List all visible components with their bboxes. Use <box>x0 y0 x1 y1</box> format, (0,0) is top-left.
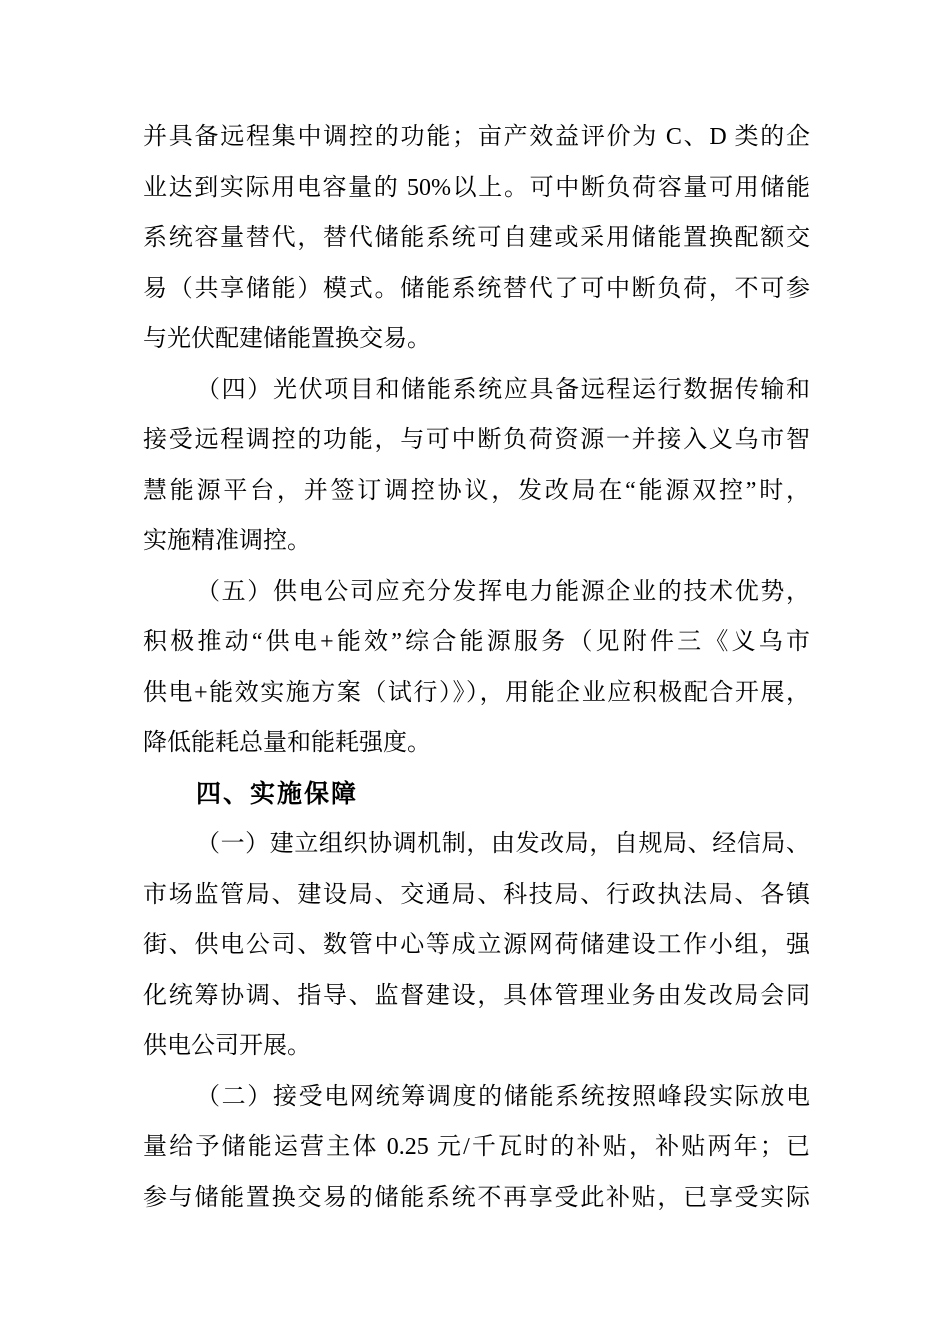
text-line: 化统筹协调、指导、监督建设，具体管理业务由发改局会同 <box>143 982 810 1009</box>
text-line: 量给予储能运营主体 0.25 元/千瓦时的补贴，补贴两年；已 <box>143 1134 810 1160</box>
text-line: （二）接受电网统筹调度的储能系统按照峰段实际放电 <box>196 1083 810 1110</box>
document-page <box>143 112 810 1223</box>
text-line: 系统容量替代，替代储能系统可自建或采用储能置换配额交 <box>143 225 810 251</box>
text-line: 易（共享储能）模式。储能系统替代了可中断负荷，不可参 <box>143 275 810 302</box>
text-line: 供电+能效实施方案（试行）》），用能企业应积极配合开展， <box>143 679 810 706</box>
text-line: （四）光伏项目和储能系统应具备远程运行数据传输和 <box>196 376 810 403</box>
text-line: 街、供电公司、数管中心等成立源网荷储建设工作小组，强 <box>143 932 810 958</box>
text-line: 市场监管局、建设局、交通局、科技局、行政执法局、各镇 <box>143 881 810 908</box>
text-line: （一）建立组织协调机制，由发改局，自规局、经信局、 <box>196 831 810 857</box>
text-line: 参与储能置换交易的储能系统不再享受此补贴，已享受实际 <box>143 1184 810 1211</box>
section-heading: 四、实施保障 <box>196 779 359 808</box>
text-line: 与光伏配建储能置换交易。 <box>143 326 431 352</box>
text-line: （五）供电公司应充分发挥电力能源企业的技术优势， <box>196 578 810 605</box>
text-line: 接受远程调控的功能，与可中断负荷资源一并接入义乌市智 <box>143 427 810 453</box>
text-line: 慧能源平台，并签订调控协议，发改局在“能源双控”时， <box>143 477 810 504</box>
text-line: 实施精准调控。 <box>143 528 311 554</box>
text-line: 供电公司开展。 <box>143 1033 311 1059</box>
text-line: 业达到实际用电容量的 50%以上。可中断负荷容量可用储能 <box>143 174 810 201</box>
text-line: 并具备远程集中调控的功能；亩产效益评价为 C、D 类的企 <box>143 124 810 150</box>
text-line: 积极推动“供电+能效”综合能源服务（见附件三《义乌市 <box>143 629 810 655</box>
text-line: 降低能耗总量和能耗强度。 <box>143 730 431 756</box>
